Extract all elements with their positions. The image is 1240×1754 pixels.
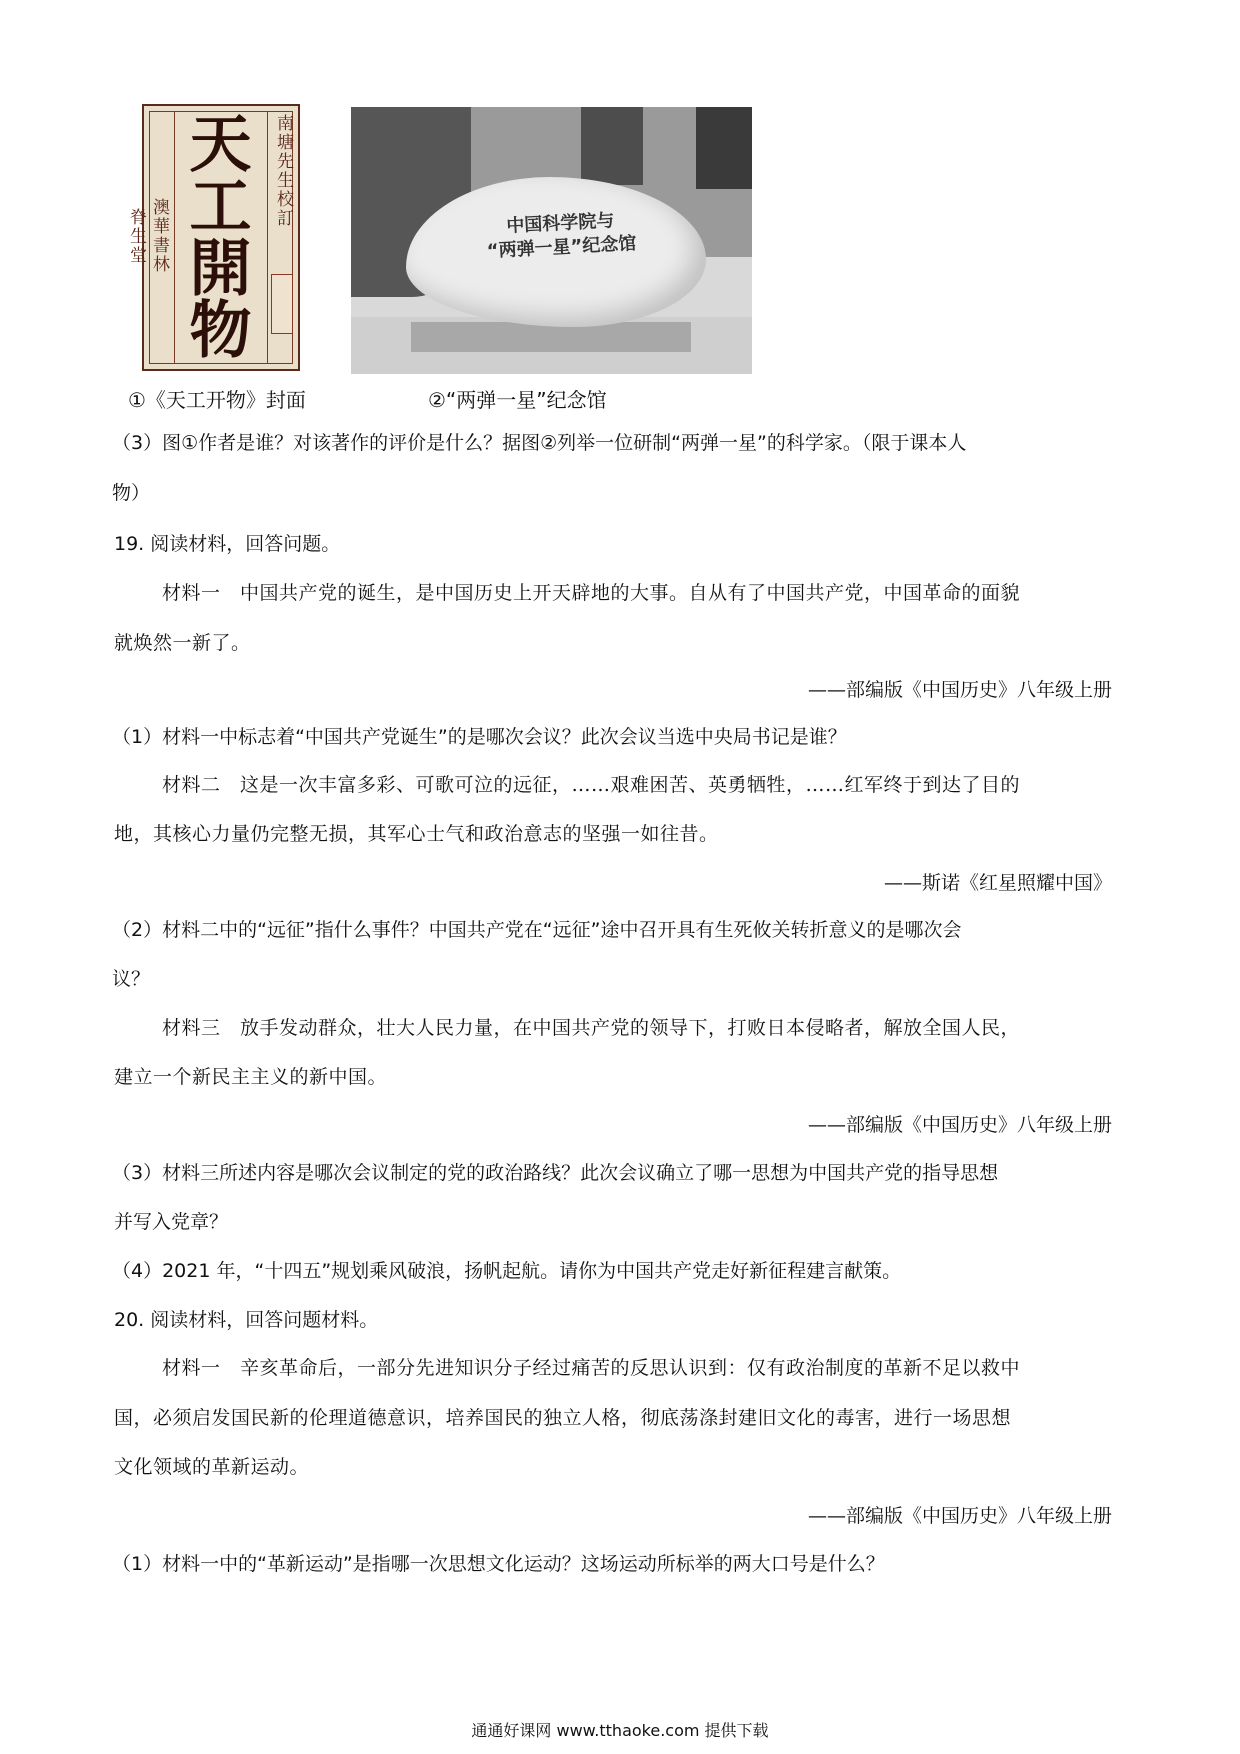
cover-title: 天工開物 <box>179 111 252 359</box>
material-2-text: 材料二 这是一次丰富多彩、可歌可泣的远征，……艰难困苦、英勇牺牲，……红军终于到达了目的 <box>162 774 1021 796</box>
question-19-3: （3）材料三所述内容是哪次会议制定的党的政治路线？此次会议确立了哪一思想为中国共产党的指导思想 <box>112 1162 999 1184</box>
material-20-1-text: 材料一 辛亥革命后，一部分先进知识分子经过痛苦的反思认识到：仅有政治制度的革新不足以救中 <box>162 1357 1021 1379</box>
material-2-text-cont: 地，其核心力量仍完整无损，其军心士气和政治意志的坚强一如往昔。 <box>114 823 719 845</box>
material-3-text-cont: 建立一个新民主主义的新中国。 <box>114 1066 388 1088</box>
material-20-1-text-cont: 国，必须启发国民新的伦理道德意识，培养国民的独立人格，彻底荡涤封建旧文化的毒害，进行一场思想 <box>114 1407 1012 1429</box>
building-window <box>581 107 643 185</box>
memorial-photo <box>351 107 752 374</box>
cover-right-column: 南塘先生校訂 <box>273 114 293 228</box>
figure-caption-2: ②“两弹一星”纪念馆 <box>428 388 607 412</box>
material-3-text: 材料三 放手发动群众，壮大人民力量，在中国共产党的领导下，打败日本侵略者，解放全国人民， <box>162 1017 1021 1039</box>
page-footer: 通通好课网 www.tthaoke.com 提供下载 <box>471 1721 769 1740</box>
question-18-3-cont: 物） <box>112 482 151 504</box>
material-1-text: 材料一 中国共产党的诞生，是中国历史上开天辟地的大事。自从有了中国共产党，中国革命的面貌 <box>162 582 1021 604</box>
material-20-1-text-cont2: 文化领域的革新运动。 <box>114 1456 310 1478</box>
figure-caption-1: ①《天工开物》封面 <box>128 388 306 412</box>
question-18-3: （3）图①作者是谁？对该著作的评价是什么？据图②列举一位研制“两弹一星”的科学家。（限于课本人 <box>112 432 967 454</box>
question-20-heading: 20. 阅读材料，回答问题材料。 <box>114 1309 379 1331</box>
question-19-heading: 19. 阅读材料，回答问题。 <box>114 533 341 555</box>
material-1-source: ——部编版《中国历史》八年级上册 <box>807 679 1112 701</box>
material-2-source: ——斯诺《红星照耀中国》 <box>883 872 1112 894</box>
stone-base <box>411 322 691 352</box>
cover-divider <box>174 112 175 363</box>
question-20-1: （1）材料一中的“革新运动”是指哪一次思想文化运动？这场运动所标举的两大口号是什么？ <box>112 1553 885 1575</box>
cover-left-column: 澳華書林 脊生堂 <box>126 198 169 274</box>
stone-engraving: 中国科学院与 “两弹一星”纪念馆 <box>486 210 637 262</box>
cover-seal <box>271 274 293 334</box>
question-19-1: （1）材料一中标志着“中国共产党诞生”的是哪次会议？此次会议当选中央局书记是谁？ <box>112 726 847 748</box>
material-3-source: ——部编版《中国历史》八年级上册 <box>807 1114 1112 1136</box>
material-1-text-cont: 就焕然一新了。 <box>114 632 251 654</box>
question-19-2: （2）材料二中的“远征”指什么事件？中国共产党在“远征”途中召开具有生死攸关转折意义的是哪次会 <box>112 919 962 941</box>
question-19-3-cont: 并写入党章？ <box>114 1211 229 1233</box>
building-window <box>696 107 752 189</box>
question-19-4: （4）2021 年，“十四五”规划乘风破浪，扬帆起航。请你为中国共产党走好新征程建言献策。 <box>112 1260 902 1282</box>
material-20-1-source: ——部编版《中国历史》八年级上册 <box>807 1505 1112 1527</box>
book-cover-image <box>126 104 300 371</box>
cover-divider <box>267 112 268 363</box>
question-19-2-cont: 议？ <box>112 968 151 990</box>
